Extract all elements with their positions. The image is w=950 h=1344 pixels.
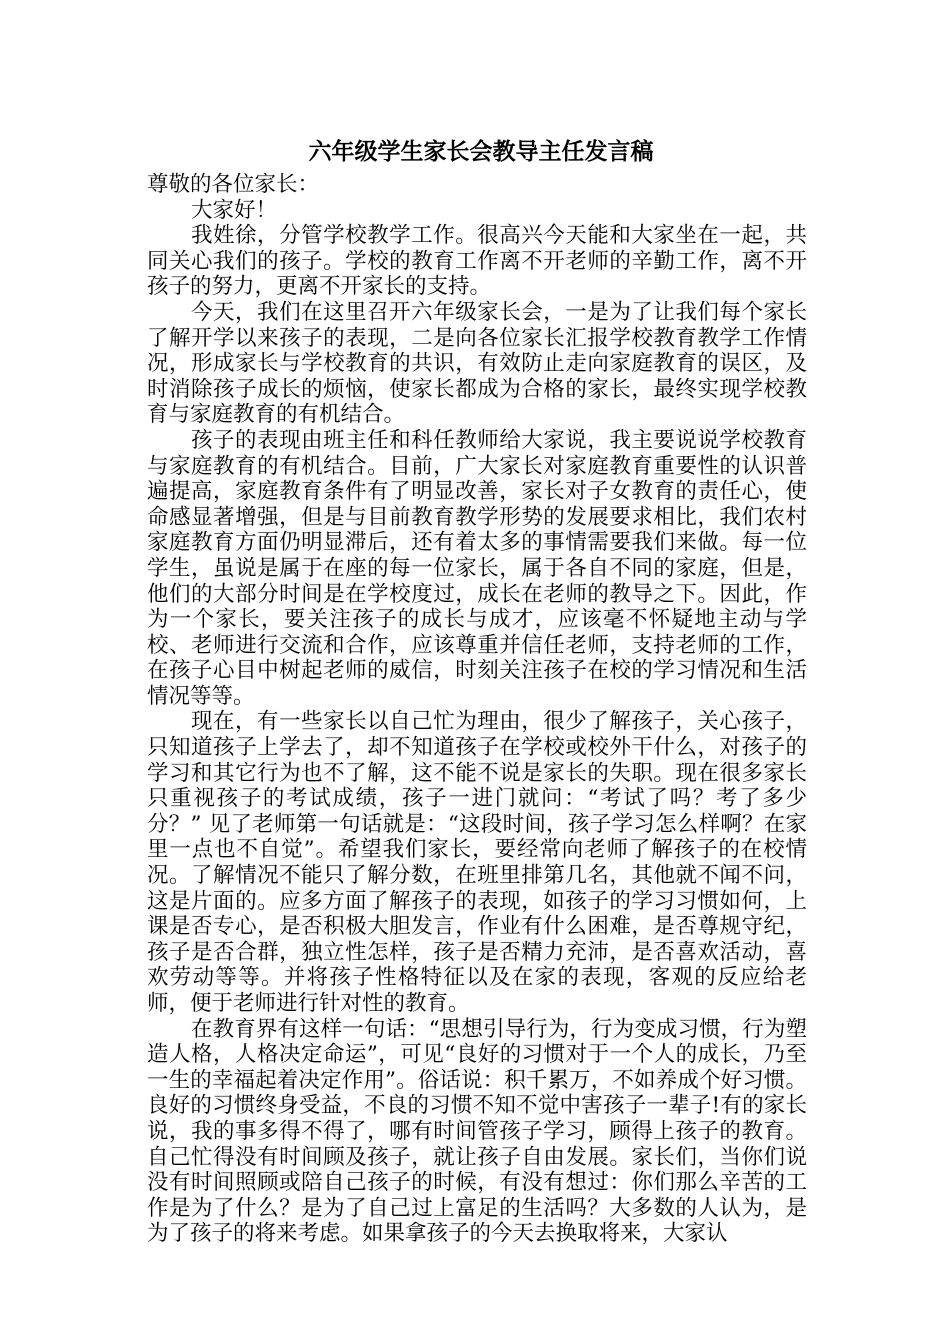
greeting: 大家好！ [191, 197, 278, 223]
salutation: 尊敬的各位家长： [147, 172, 320, 197]
paragraph-parent-involvement: 现在，有一些家长以自己忙为理由，很少了解孩子，关心孩子，只知道孩子上学去了，却不知道孩子在学校或校外干什么，对孩子的学习和其它行为也不了解，这不能不说是家长的失职。现在很多家长只重视孩子的考试成绩，孩子一进门就问：“考试了吗？考了多少分？” 见了老师第一句话就是：“这段时间，孩子学习怎么样啊？在家里一点也不自觉”。希望我们家长，要经常向老师了解孩子的在校情况。了解情况不能只了解分数，在班里排第几名，其他就不闻不问，这是片面的。应多方面了解孩子的表现，如孩子的学习习惯如何，上课是否专心，是否积极大胆发言，作业有什么困难，是否尊规守纪，孩子是否合群，独立性怎样，孩子是否精力充沛，是否喜欢活动，喜欢劳动等等。并将孩子性格特征以及在家的表现，客观的反应给老师，便于老师进行针对性的教育。 [147, 709, 807, 1016]
paragraph-introduction: 我姓徐，分管学校教学工作。很高兴今天能和大家坐在一起，共同关心我们的孩子。学校的教育工作离不开老师的辛勤工作，离不开孩子的努力，更离不开家长的支持。 [147, 223, 807, 300]
paragraph-school-home-cooperation: 孩子的表现由班主任和科任教师给大家说，我主要说说学校教育与家庭教育的有机结合。目前，广大家长对家庭教育重要性的认识普遍提高，家庭教育条件有了明显改善，家长对子女教育的责任心，使命感显著增强，但是与目前教育教学形势的发展要求相比，我们农村家庭教育方面仍明显滞后，还有着太多的事情需要我们来做。每一位学生，虽说是属于在座的每一位家长，属于各自不同的家庭，但是，他们的大部分时间是在学校度过，成长在老师的教导之下。因此，作为一个家长，要关注孩子的成长与成才，应该毫不怀疑地主动与学校、老师进行交流和合作，应该尊重并信任老师，支持老师的工作，在孩子心目中树起老师的威信，时刻关注孩子在校的学习情况和生活情况等等。 [147, 427, 807, 709]
document-title: 六年级学生家长会教导主任发言稿 [308, 138, 654, 165]
document-body [147, 132, 807, 1247]
paragraph-good-habits: 在教育界有这样一句话：“思想引导行为，行为变成习惯，行为塑造人格，人格决定命运”，可见“良好的习惯对于一个人的成长，乃至一生的幸福起着决定作用”。俗话说：积千累万，不如养成个好习惯。良好的习惯终身受益，不良的习惯不知不觉中害孩子一辈子!有的家长说，我的事多得不得了，哪有时间管孩子学习，顾得上孩子的教育。自己忙得没有时间顾及孩子，就让孩子自由发展。家长们，当你们说没有时间照顾或陪自己孩子的时候，有没有想过：你们那么辛苦的工作是为了什么？是为了自己过上富足的生活吗？大多数的人认为，是为了孩子的将来考虑。如果拿孩子的今天去换取将来，大家认 [147, 1016, 807, 1247]
paragraph-meeting-purpose: 今天，我们在这里召开六年级家长会，一是为了让我们每个家长了解开学以来孩子的表现，二是向各位家长汇报学校教育教学工作情况，形成家长与学校教育的共识，有效防止走向家庭教育的误区，及时消除孩子成长的烦恼，使家长都成为合格的家长，最终实现学校教育与家庭教育的有机结合。 [147, 299, 807, 428]
